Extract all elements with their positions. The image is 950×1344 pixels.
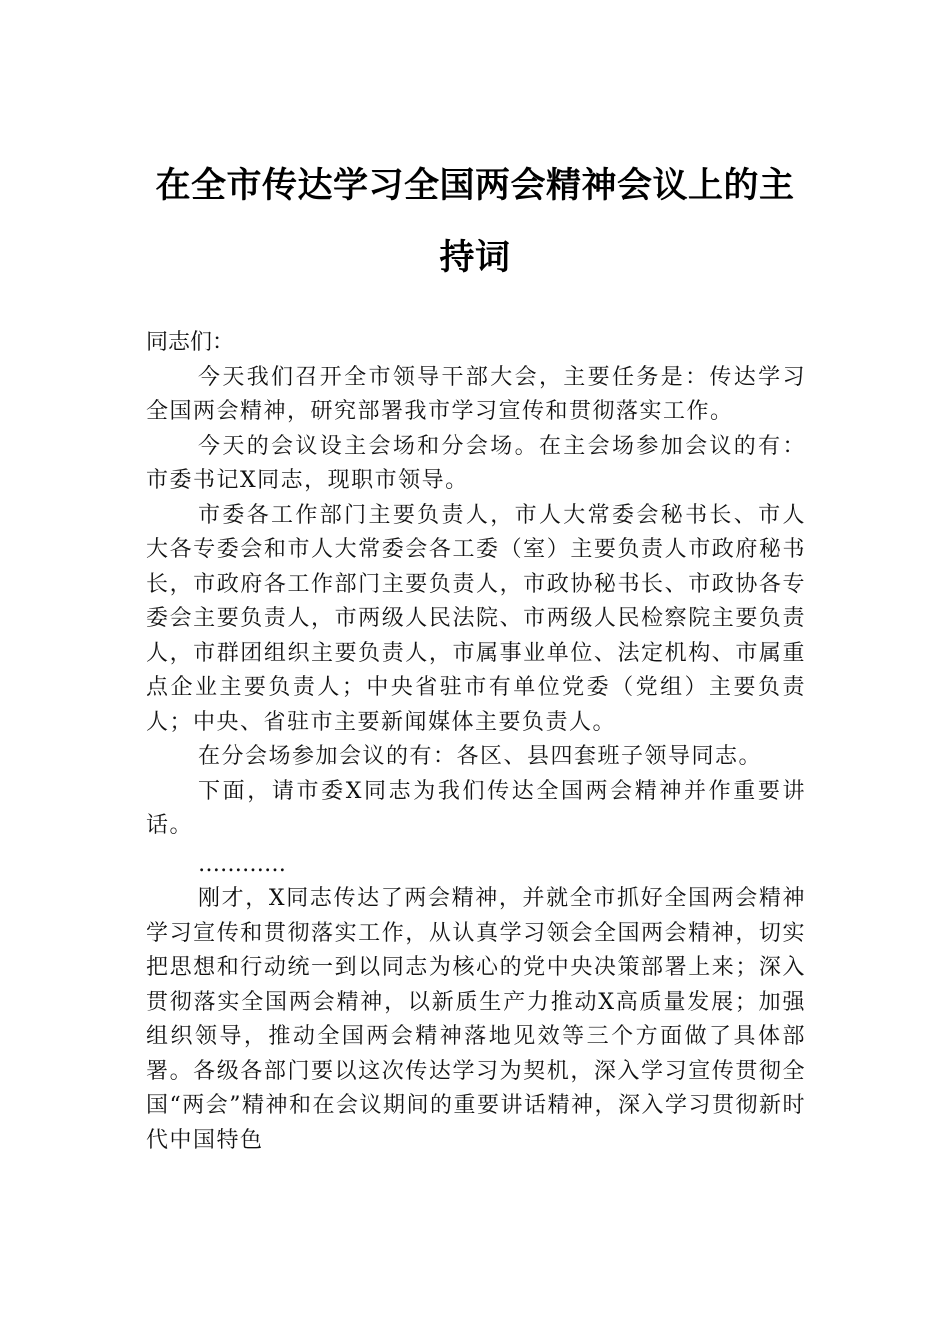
paragraph-venues: 今天的会议设主会场和分会场。在主会场参加会议的有：市委书记X同志，现职市领导。: [146, 433, 806, 493]
document-title: 在全市传达学习全国两会精神会议上的主持词: [155, 165, 795, 278]
paragraph-attendees: 市委各工作部门主要负责人，市人大常委会秘书长、市人大各专委会和市人大常委会各工委（室）主要负责人市政府秘书长，市政府各工作部门主要负责人，市政协秘书长、市政协各专委会主要负责人，市两级人民法院、市两级人民检察院主要负责人，市群团组织主要负责人，市属事业单位、法定机构、市属重点企业主要负责人；中央省驻市有单位党委（党组）主要负责人；中央、省驻市主要新闻媒体主要负责人。: [146, 502, 806, 735]
paragraph-invitation: 下面，请市委X同志为我们传达全国两会精神并作重要讲话。: [146, 778, 806, 838]
paragraph-branch-venue: 在分会场参加会议的有：各区、县四套班子领导同志。: [198, 744, 763, 769]
ellipsis-separator: …………: [198, 851, 286, 877]
salutation: 同志们：: [146, 330, 235, 355]
document-body: [146, 326, 806, 1158]
paragraph-purpose: 今天我们召开全市领导干部大会，主要任务是：传达学习全国两会精神，研究部署我市学习宣传和贯彻落实工作。: [146, 364, 806, 424]
paragraph-summary: 刚才，X同志传达了两会精神，并就全市抓好全国两会精神学习宣传和贯彻落实工作，从认真学习领会全国两会精神，切实把思想和行动统一到以同志为核心的党中央决策部署上来；深入贯彻落实全国两会精神，以新质生产力推动X高质量发展；加强组织领导，推动全国两会精神落地见效等三个方面做了具体部署。各级各部门要以这次传达学习为契机，深入学习宣传贯彻全国“两会”精神和在会议期间的重要讲话精神，深入学习贯彻新时代中国特色: [146, 886, 806, 1153]
